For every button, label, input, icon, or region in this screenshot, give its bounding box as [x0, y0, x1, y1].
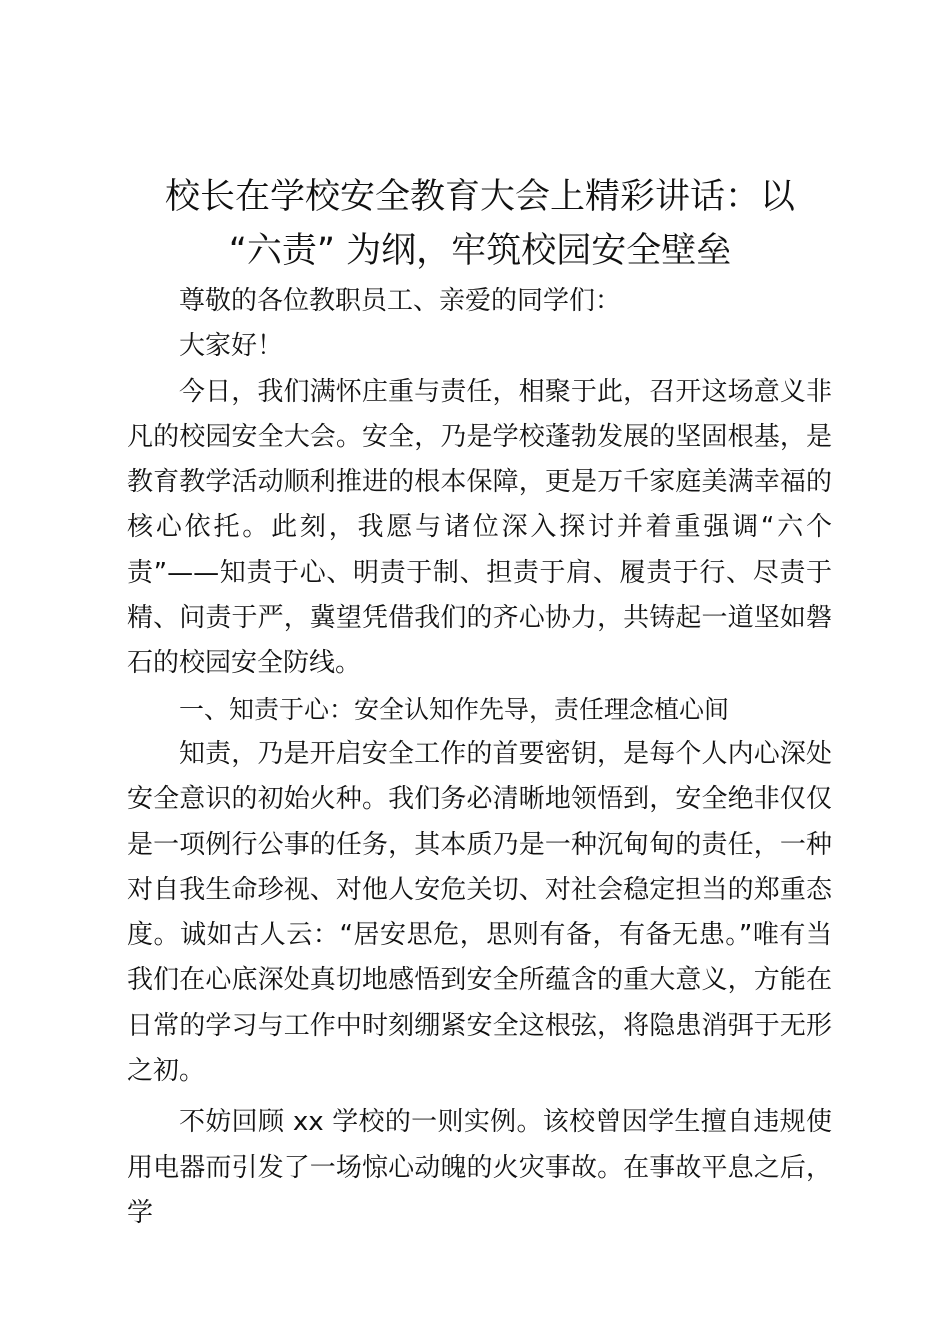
document-title [125, 170, 835, 278]
document-body [127, 279, 832, 1236]
section-1-paragraph-1: 知责，乃是开启安全工作的首要密钥，是每个人内心深处安全意识的初始火种。我们务必清晰地领悟到，安全绝非仅仅是一项例行公事的任务，其本质乃是一种沉甸甸的责任，一种对自我生命珍视、对他人安危关切、对社会稳定担当的郑重态度。诚如古人云：“居安思危，思则有备，有备无患。”唯有当我们在心底深处真切地感悟到安全所蕴含的重大意义，方能在日常的学习与工作中时刻绷紧安全这根弦，将隐患消弭于无形之初。 [127, 738, 832, 1087]
intro-paragraph: 今日，我们满怀庄重与责任，相聚于此，召开这场意义非凡的校园安全大会。安全，乃是学校蓬勃发展的坚固根基，是教育教学活动顺利推进的根本保障，更是万千家庭美满幸福的核心依托。此刻，我愿与诸位深入探讨并着重强调“六个责”——知责于心、明责于制、担责于肩、履责于行、尽责于精、问责于严，冀望凭借我们的齐心协力，共铸起一道坚如磐石的校园安全防线。 [127, 376, 832, 679]
section-heading-1: 一、知责于心：安全认知作先导，责任理念植心间 [179, 694, 730, 724]
section-1-paragraph-2: 不妨回顾 xx 学校的一则实例。该校曾因学生擅自违规使用电器而引发了一场惊心动魄的火灾事故。在事故平息之后，学 [127, 1107, 832, 1228]
title-line-1: 校长在学校安全教育大会上精彩讲话：以 [164, 177, 795, 217]
salutation: 尊敬的各位教职员工、亲爱的同学们： [179, 286, 622, 316]
title-line-2: “六责” 为纲，牢筑校园安全壁垒 [228, 231, 732, 271]
greeting: 大家好！ [179, 331, 284, 362]
